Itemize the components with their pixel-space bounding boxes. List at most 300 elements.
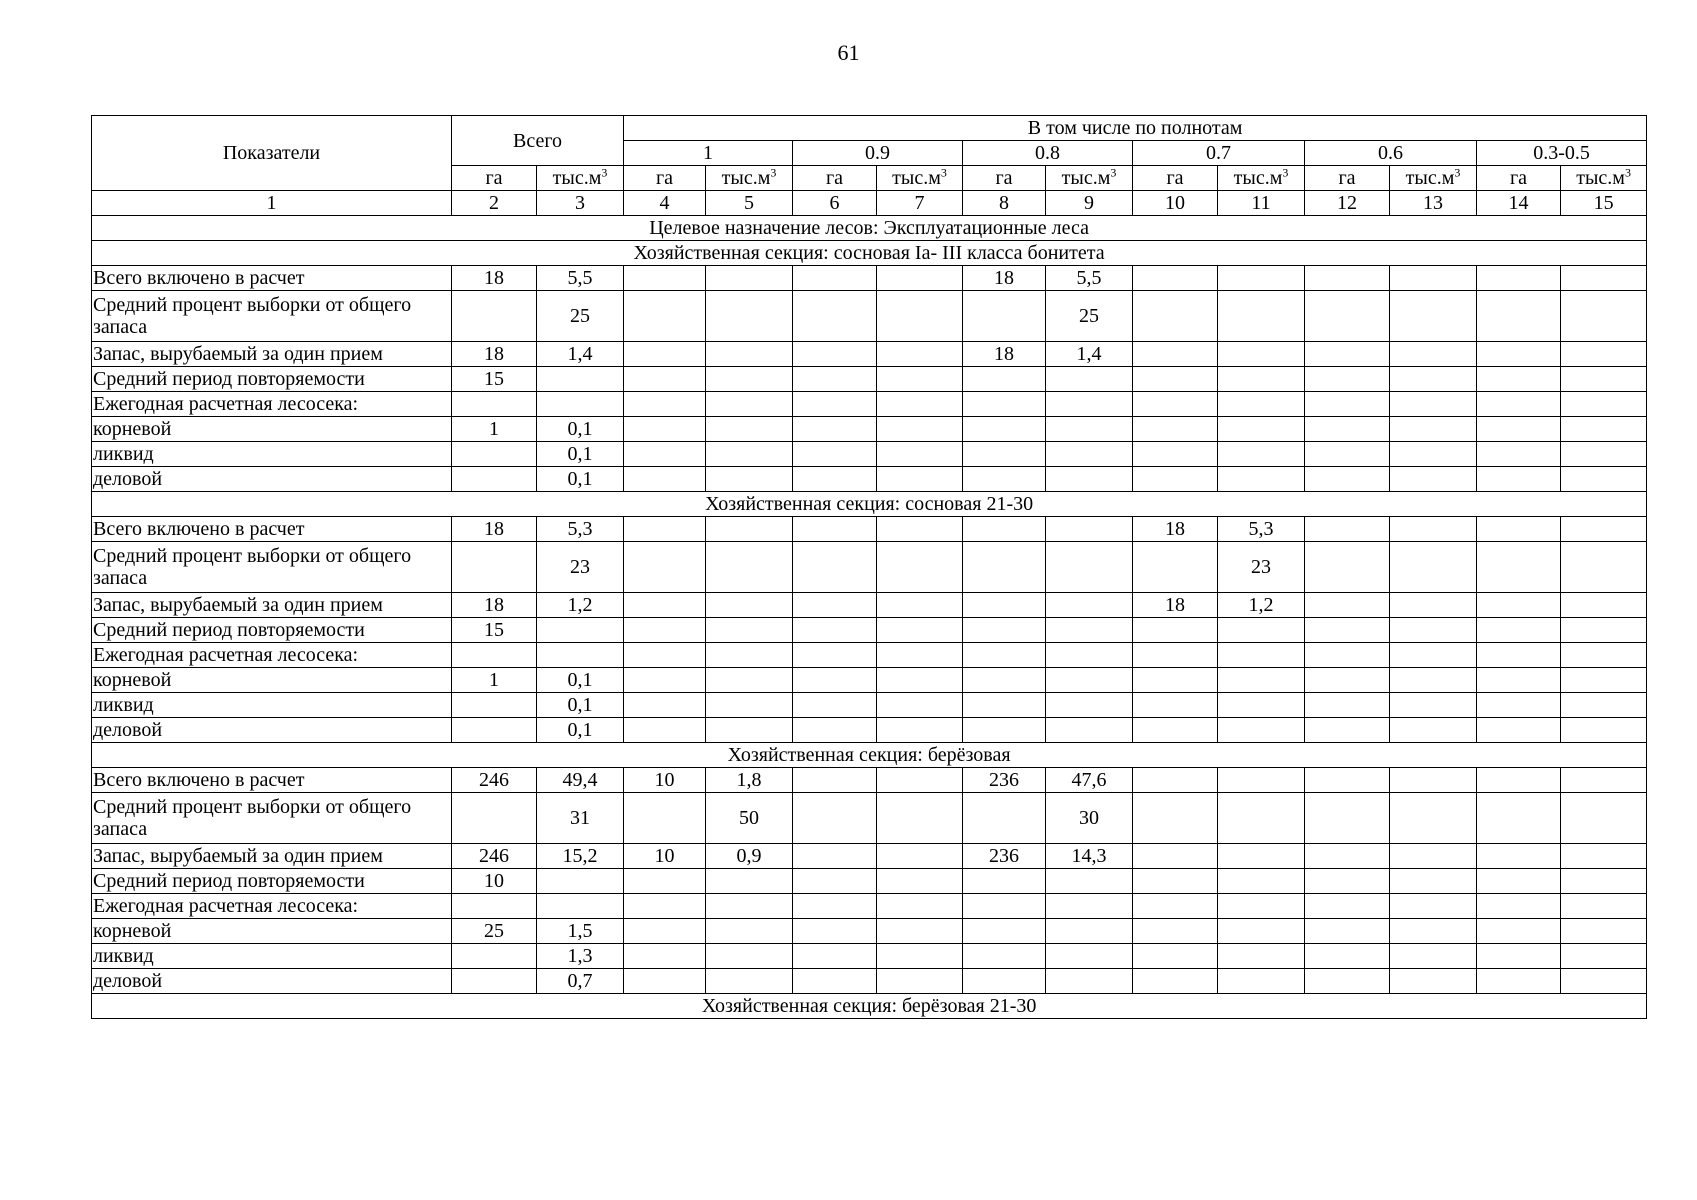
column-number: 15 [1561, 191, 1647, 216]
row-value [1218, 919, 1305, 944]
row-label: Всего включено в расчет [92, 266, 452, 291]
row-value [1218, 367, 1305, 392]
row-value [1305, 618, 1390, 643]
section-title: Хозяйственная секция: берёзовая 21-30 [92, 994, 1647, 1019]
row-value [1477, 342, 1561, 367]
row-value [793, 417, 877, 442]
row-value: 15 [452, 618, 537, 643]
column-number: 7 [877, 191, 963, 216]
row-value [1305, 593, 1390, 618]
row-label: ликвид [92, 693, 452, 718]
row-value [1477, 618, 1561, 643]
row-value [624, 894, 706, 919]
row-value [1133, 844, 1218, 869]
row-value [877, 467, 963, 492]
column-number: 12 [1305, 191, 1390, 216]
row-value [1305, 442, 1390, 467]
unit-ha-header: га [963, 166, 1046, 191]
row-value [1133, 467, 1218, 492]
row-value [452, 467, 537, 492]
row-value [624, 593, 706, 618]
row-value [793, 668, 877, 693]
row-value [1046, 417, 1133, 442]
unit-volume-text: тыс.м [1405, 167, 1455, 189]
row-value [1477, 969, 1561, 994]
row-value [1218, 618, 1305, 643]
row-value: 25 [537, 291, 624, 342]
row-value [1390, 291, 1477, 342]
row-value [1390, 467, 1477, 492]
row-value [793, 919, 877, 944]
row-value [1561, 367, 1647, 392]
row-value [1046, 618, 1133, 643]
row-value [877, 342, 963, 367]
row-value [1561, 969, 1647, 994]
row-value: 1 [452, 668, 537, 693]
row-value [793, 768, 877, 793]
row-value [1133, 718, 1218, 743]
row-value [1305, 467, 1390, 492]
row-value [1477, 844, 1561, 869]
row-value: 23 [537, 542, 624, 593]
row-value [1390, 618, 1477, 643]
row-value: 0,1 [537, 668, 624, 693]
row-value [877, 894, 963, 919]
row-value [1305, 718, 1390, 743]
section-row [92, 994, 1647, 1019]
row-label: Средний процент выборки от общего запаса [92, 291, 452, 342]
row-value: 47,6 [1046, 768, 1133, 793]
row-value [793, 342, 877, 367]
row-value [706, 718, 793, 743]
row-value [452, 969, 537, 994]
section-title: Хозяйственная секция: сосновая Ia- III класса бонитета [92, 241, 1647, 266]
row-value [624, 467, 706, 492]
row-value [1133, 894, 1218, 919]
row-value [1561, 919, 1647, 944]
row-value [1477, 542, 1561, 593]
row-value [877, 442, 963, 467]
unit-volume-exponent: 3 [1282, 165, 1289, 180]
row-value [1390, 944, 1477, 969]
row-value [1046, 919, 1133, 944]
unit-ha-header: га [793, 166, 877, 191]
section-row [92, 743, 1647, 768]
indicators-header: Показатели [92, 116, 452, 191]
row-value: 14,3 [1046, 844, 1133, 869]
row-value [452, 894, 537, 919]
row-value [1477, 442, 1561, 467]
row-value [963, 869, 1046, 894]
row-value [537, 367, 624, 392]
table-row [92, 593, 1647, 618]
row-value [1561, 894, 1647, 919]
unit-volume-text: тыс.м [1576, 167, 1625, 189]
row-label: ликвид [92, 944, 452, 969]
row-value [1305, 919, 1390, 944]
row-value: 18 [452, 517, 537, 542]
unit-volume-header [1561, 166, 1647, 191]
row-value: 246 [452, 768, 537, 793]
section-title: Хозяйственная секция: берёзовая [92, 743, 1647, 768]
row-value [1305, 693, 1390, 718]
row-value [1305, 542, 1390, 593]
row-value [1305, 768, 1390, 793]
table-row [92, 643, 1647, 668]
row-value [624, 291, 706, 342]
row-value [1390, 919, 1477, 944]
row-value [793, 467, 877, 492]
row-value [793, 969, 877, 994]
row-value [963, 291, 1046, 342]
row-value [1561, 542, 1647, 593]
by-density-header: В том числе по полнотам [624, 116, 1647, 141]
row-value [706, 593, 793, 618]
row-value [963, 793, 1046, 844]
table-row [92, 668, 1647, 693]
density-header: 0.6 [1305, 141, 1477, 166]
row-value [1561, 442, 1647, 467]
row-value [1561, 869, 1647, 894]
row-value [963, 593, 1046, 618]
row-value: 31 [537, 793, 624, 844]
row-value [793, 718, 877, 743]
row-value [1477, 894, 1561, 919]
row-value [1305, 266, 1390, 291]
row-value [1305, 517, 1390, 542]
unit-volume-text: тыс.м [552, 167, 602, 189]
unit-volume-header [1390, 166, 1477, 191]
row-value [1218, 643, 1305, 668]
row-value [1046, 668, 1133, 693]
row-value [1305, 367, 1390, 392]
row-label: Ежегодная расчетная лесосека: [92, 392, 452, 417]
row-value [1133, 342, 1218, 367]
row-value [877, 919, 963, 944]
row-value [1218, 392, 1305, 417]
row-value [1218, 869, 1305, 894]
row-value [624, 517, 706, 542]
row-value: 5,3 [1218, 517, 1305, 542]
column-number: 5 [706, 191, 793, 216]
row-value [1133, 542, 1218, 593]
row-value [1477, 593, 1561, 618]
row-value [1305, 668, 1390, 693]
row-value [1305, 417, 1390, 442]
header-row-1 [92, 116, 1647, 141]
row-value [1390, 718, 1477, 743]
row-value [1477, 467, 1561, 492]
table-body [92, 116, 1647, 1019]
row-value [1305, 643, 1390, 668]
row-value [877, 593, 963, 618]
row-value [1218, 442, 1305, 467]
row-value [877, 768, 963, 793]
row-value [793, 894, 877, 919]
row-value: 0,1 [537, 467, 624, 492]
row-value [793, 944, 877, 969]
row-value [963, 969, 1046, 994]
row-value [1218, 668, 1305, 693]
row-label: Средний период повторяемости [92, 367, 452, 392]
purpose-row [92, 216, 1647, 241]
row-value [877, 517, 963, 542]
row-value [624, 266, 706, 291]
row-value: 0,7 [537, 969, 624, 994]
row-value [1477, 643, 1561, 668]
row-value [877, 643, 963, 668]
row-value [706, 442, 793, 467]
row-value [1390, 266, 1477, 291]
row-label: ликвид [92, 442, 452, 467]
row-value [963, 467, 1046, 492]
row-value [793, 367, 877, 392]
row-value: 15,2 [537, 844, 624, 869]
row-value [706, 919, 793, 944]
row-label: Средний процент выборки от общего запаса [92, 793, 452, 844]
row-value [624, 969, 706, 994]
row-value [1561, 392, 1647, 417]
row-value [1477, 367, 1561, 392]
row-value [706, 467, 793, 492]
table-row [92, 417, 1647, 442]
density-header: 1 [624, 141, 793, 166]
row-value [1561, 944, 1647, 969]
row-value [1218, 693, 1305, 718]
row-value [1133, 693, 1218, 718]
row-value [877, 693, 963, 718]
row-value: 236 [963, 844, 1046, 869]
row-value [1046, 593, 1133, 618]
row-value [793, 643, 877, 668]
row-value [793, 593, 877, 618]
unit-volume-header [877, 166, 963, 191]
row-value: 0,1 [537, 693, 624, 718]
row-value [1218, 793, 1305, 844]
row-value [1046, 894, 1133, 919]
row-value [877, 542, 963, 593]
row-value [452, 392, 537, 417]
row-value [1390, 693, 1477, 718]
column-number: 6 [793, 191, 877, 216]
row-value [1046, 517, 1133, 542]
row-value [1133, 793, 1218, 844]
column-number: 1 [92, 191, 452, 216]
row-value [793, 266, 877, 291]
table-row [92, 793, 1647, 844]
row-value [1218, 291, 1305, 342]
row-label: деловой [92, 969, 452, 994]
row-value [1477, 793, 1561, 844]
table-row [92, 618, 1647, 643]
table-row [92, 291, 1647, 342]
unit-ha-header: га [1477, 166, 1561, 191]
row-value [1477, 919, 1561, 944]
table-row [92, 392, 1647, 417]
column-number: 4 [624, 191, 706, 216]
row-value [706, 969, 793, 994]
row-value [793, 693, 877, 718]
row-value [1561, 668, 1647, 693]
row-value [1390, 542, 1477, 593]
unit-volume-header [1218, 166, 1305, 191]
row-value [963, 919, 1046, 944]
row-value [1561, 793, 1647, 844]
row-value: 18 [963, 342, 1046, 367]
table-row [92, 266, 1647, 291]
row-label: Ежегодная расчетная лесосека: [92, 643, 452, 668]
table-row [92, 944, 1647, 969]
row-value [1390, 392, 1477, 417]
row-value [452, 442, 537, 467]
row-value [1390, 593, 1477, 618]
table-row [92, 718, 1647, 743]
row-value [1305, 944, 1390, 969]
row-value [1561, 467, 1647, 492]
row-value [963, 718, 1046, 743]
row-value [1390, 844, 1477, 869]
row-value [1133, 291, 1218, 342]
unit-volume-header [537, 166, 624, 191]
row-value [1305, 844, 1390, 869]
row-value [793, 442, 877, 467]
cutting-area-table [91, 115, 1647, 1019]
column-number: 8 [963, 191, 1046, 216]
row-value [624, 668, 706, 693]
density-header: 0.8 [963, 141, 1133, 166]
row-value [624, 869, 706, 894]
row-value [706, 342, 793, 367]
row-value [1561, 417, 1647, 442]
row-value [1390, 342, 1477, 367]
row-value [624, 442, 706, 467]
row-value [963, 643, 1046, 668]
row-value [1390, 894, 1477, 919]
row-value [624, 417, 706, 442]
row-value [537, 869, 624, 894]
unit-volume-text: тыс.м [892, 167, 941, 189]
row-value [624, 693, 706, 718]
table-row [92, 894, 1647, 919]
row-value [1218, 894, 1305, 919]
row-value [1046, 643, 1133, 668]
row-value [1133, 618, 1218, 643]
unit-volume-exponent: 3 [1454, 165, 1461, 180]
row-value [1218, 417, 1305, 442]
row-value [793, 291, 877, 342]
row-value [1133, 668, 1218, 693]
row-value [1561, 844, 1647, 869]
row-value [706, 894, 793, 919]
row-value [1305, 894, 1390, 919]
row-value [537, 894, 624, 919]
row-value [793, 844, 877, 869]
row-value: 5,5 [1046, 266, 1133, 291]
row-value [877, 668, 963, 693]
row-value: 0,1 [537, 417, 624, 442]
column-number-row [92, 191, 1647, 216]
unit-volume-exponent: 3 [770, 165, 777, 180]
table-row [92, 969, 1647, 994]
row-value [1390, 768, 1477, 793]
unit-volume-text: тыс.м [1061, 167, 1111, 189]
row-value [706, 944, 793, 969]
row-value [452, 643, 537, 668]
row-value [452, 944, 537, 969]
purpose-label: Целевое назначение лесов: Эксплуатационные леса [92, 216, 1647, 241]
page-number: 61 [837, 40, 860, 65]
row-value [706, 266, 793, 291]
row-value [1046, 869, 1133, 894]
table-row [92, 542, 1647, 593]
row-value [963, 417, 1046, 442]
table-row [92, 367, 1647, 392]
row-value [1390, 869, 1477, 894]
row-value [706, 618, 793, 643]
section-row [92, 492, 1647, 517]
column-number: 11 [1218, 191, 1305, 216]
row-label: Запас, вырубаемый за один прием [92, 844, 452, 869]
row-value [1218, 266, 1305, 291]
row-value [877, 793, 963, 844]
row-label: деловой [92, 467, 452, 492]
section-row [92, 241, 1647, 266]
table-row [92, 467, 1647, 492]
row-value [624, 342, 706, 367]
row-label: Всего включено в расчет [92, 517, 452, 542]
row-value: 18 [452, 266, 537, 291]
row-value [1218, 844, 1305, 869]
column-number: 10 [1133, 191, 1218, 216]
row-value [1390, 367, 1477, 392]
row-value [1046, 718, 1133, 743]
row-value [1046, 693, 1133, 718]
row-value [537, 392, 624, 417]
unit-ha-header: га [452, 166, 537, 191]
row-value [706, 668, 793, 693]
row-value [1218, 467, 1305, 492]
unit-volume-text: тыс.м [1233, 167, 1283, 189]
table-row [92, 442, 1647, 467]
row-value [706, 417, 793, 442]
row-value [1046, 969, 1133, 994]
row-value: 30 [1046, 793, 1133, 844]
row-value [1133, 266, 1218, 291]
row-value [877, 367, 963, 392]
row-label: корневой [92, 919, 452, 944]
row-value [1046, 944, 1133, 969]
row-value [624, 919, 706, 944]
density-header: 0.9 [793, 141, 963, 166]
row-value [877, 417, 963, 442]
row-value [963, 442, 1046, 467]
row-value [793, 869, 877, 894]
row-value [1133, 768, 1218, 793]
row-value [1218, 342, 1305, 367]
row-value: 246 [452, 844, 537, 869]
row-label: Средний период повторяемости [92, 869, 452, 894]
row-value [877, 392, 963, 417]
row-value: 18 [1133, 517, 1218, 542]
row-value: 1,3 [537, 944, 624, 969]
row-value [706, 517, 793, 542]
row-value [1477, 668, 1561, 693]
row-label: корневой [92, 668, 452, 693]
row-value [877, 618, 963, 643]
row-value [452, 693, 537, 718]
row-value [1561, 618, 1647, 643]
table-row [92, 517, 1647, 542]
